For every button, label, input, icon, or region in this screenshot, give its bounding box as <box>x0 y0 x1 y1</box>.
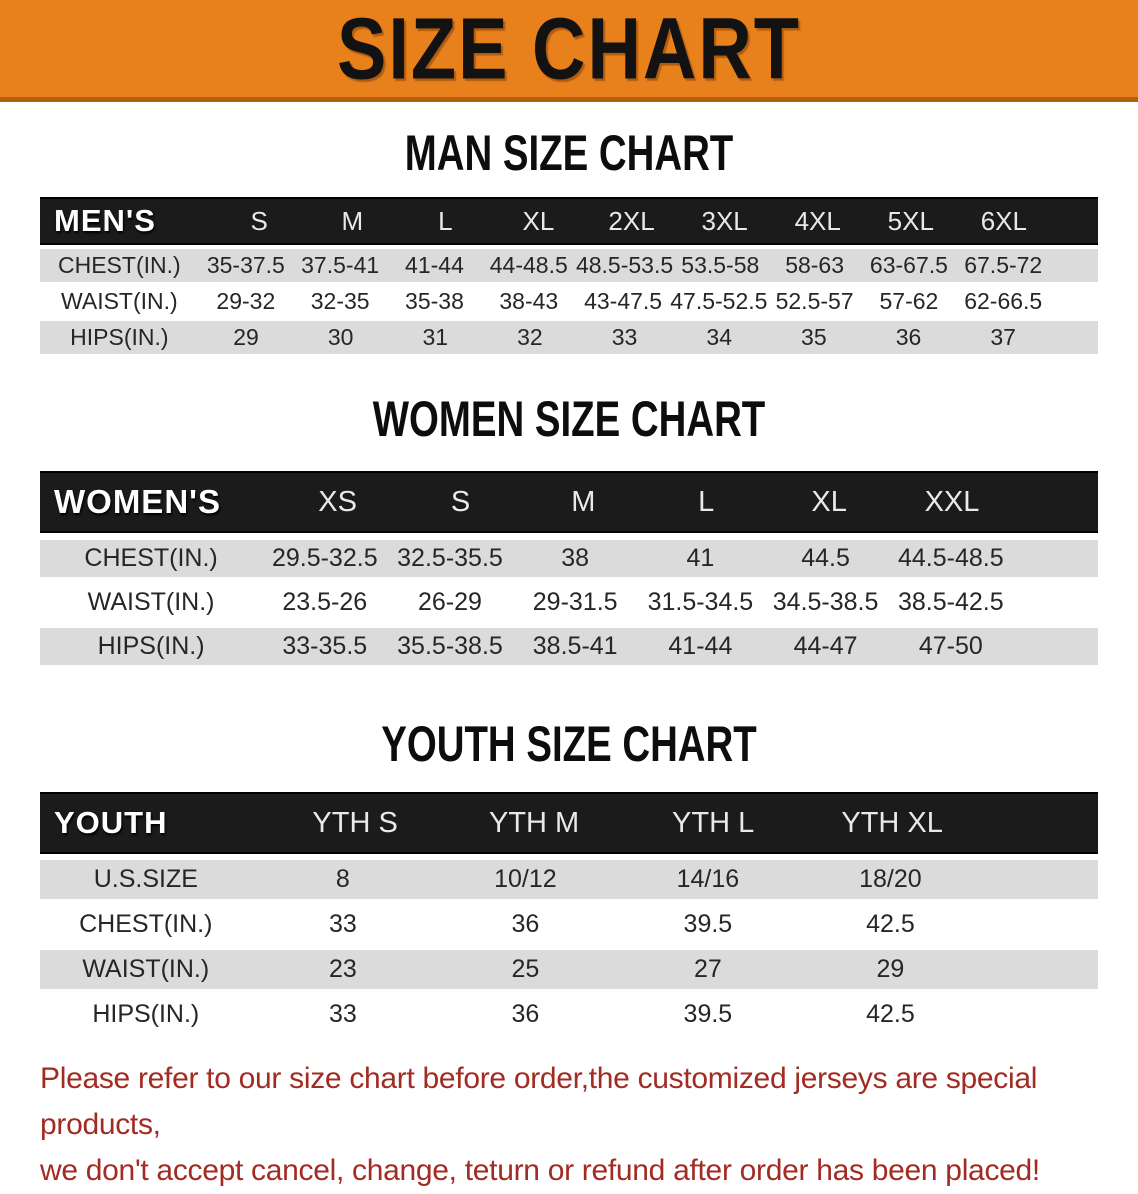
table-cell: 41-44 <box>668 632 733 660</box>
table-cell: 29-31.5 <box>532 588 618 616</box>
women-col-m: M <box>571 485 596 518</box>
table-cell: 57-62 <box>879 288 939 314</box>
men-hips-row <box>40 321 1098 354</box>
table-cell: 53.5-58 <box>681 252 760 278</box>
row-label: WAIST(IN.) <box>61 288 178 314</box>
row-label: CHEST(IN.) <box>84 544 218 572</box>
youth-ussize-row <box>40 860 1098 899</box>
men-col-4xl: 4XL <box>794 205 841 236</box>
spacer <box>982 905 1098 944</box>
youth-col-xl: YTH XL <box>841 806 943 839</box>
table-cell: 44.5 <box>801 544 850 572</box>
table-cell: 48.5-53.5 <box>575 252 674 278</box>
youth-col-s: YTH S <box>312 806 398 839</box>
table-cell: 41 <box>686 544 715 572</box>
table-cell: 31.5-34.5 <box>647 588 754 616</box>
spacer <box>1050 321 1098 354</box>
youth-waist-row <box>40 950 1098 989</box>
table-cell: 44.5-48.5 <box>897 544 1004 572</box>
youth-section-title: YOUTH SIZE CHART <box>381 717 757 773</box>
table-cell: 27 <box>693 955 722 983</box>
men-col-5xl: 5XL <box>887 205 934 236</box>
spacer <box>1013 628 1098 665</box>
table-cell: 37 <box>990 324 1016 350</box>
table-cell: 29.5-32.5 <box>271 544 378 572</box>
women-header-label: WOMEN'S <box>54 483 222 520</box>
table-cell: 33 <box>611 324 638 350</box>
banner-title: SIZE CHART <box>337 0 801 98</box>
table-cell: 67.5-72 <box>964 252 1043 278</box>
row-label: CHEST(IN.) <box>79 910 213 938</box>
youth-chest-row <box>40 905 1098 944</box>
women-size-table <box>40 471 1098 665</box>
row-label: CHEST(IN.) <box>58 252 181 278</box>
table-cell: 36 <box>511 910 540 938</box>
women-chest-row <box>40 540 1098 577</box>
table-cell: 29 <box>876 955 905 983</box>
women-col-xs: XS <box>318 485 357 518</box>
spacer <box>1013 540 1098 577</box>
spacer <box>982 995 1098 1034</box>
table-cell: 47-50 <box>918 632 983 660</box>
disclaimer-text <box>40 1056 1118 1194</box>
spacer <box>1050 197 1098 245</box>
row-label: HIPS(IN.) <box>97 632 205 660</box>
men-col-3xl: 3XL <box>701 205 748 236</box>
men-col-m: M <box>341 205 364 236</box>
table-cell: 62-66.5 <box>964 288 1043 314</box>
table-cell: 36 <box>895 324 922 350</box>
table-cell: 33 <box>328 910 357 938</box>
table-cell: 35-37.5 <box>206 252 285 278</box>
table-cell: 39.5 <box>683 910 733 938</box>
spacer <box>982 860 1098 899</box>
table-cell: 41-44 <box>405 252 464 278</box>
spacer <box>1050 285 1098 318</box>
table-cell: 38.5-42.5 <box>897 588 1004 616</box>
men-chest-row <box>40 249 1098 282</box>
table-cell: 14/16 <box>676 865 740 893</box>
table-cell: 32.5-35.5 <box>397 544 503 572</box>
table-cell: 35-38 <box>405 288 464 314</box>
women-col-l: L <box>698 485 715 518</box>
table-cell: 18/20 <box>859 865 922 893</box>
youth-header-label: YOUTH <box>54 805 168 840</box>
table-cell: 38 <box>561 544 590 572</box>
men-waist-row <box>40 285 1098 318</box>
women-waist-row <box>40 584 1098 621</box>
table-cell: 23 <box>328 955 357 983</box>
men-col-2xl: 2XL <box>608 205 655 236</box>
table-cell: 35.5-38.5 <box>397 632 503 660</box>
table-cell: 25 <box>511 955 540 983</box>
table-cell: 36 <box>511 1000 540 1028</box>
women-col-xl: XL <box>811 485 847 518</box>
youth-hips-row <box>40 995 1098 1034</box>
youth-col-l: YTH L <box>672 806 755 839</box>
spacer <box>1050 249 1098 282</box>
women-table-header-row <box>40 471 1098 533</box>
table-cell: 39.5 <box>683 1000 733 1028</box>
women-col-xxl: XXL <box>924 485 980 518</box>
men-header-label: MEN'S <box>54 203 156 238</box>
table-cell: 29 <box>233 324 259 350</box>
men-col-xl: XL <box>522 205 555 236</box>
table-cell: 58-63 <box>785 252 845 278</box>
size-chart-banner <box>0 0 1138 102</box>
table-cell: 30 <box>327 324 354 350</box>
women-col-s: S <box>450 485 471 518</box>
youth-table-header-row <box>40 792 1098 854</box>
table-cell: 42.5 <box>866 1000 915 1028</box>
disclaimer-line-1: Please refer to our size chart before order,the customized jerseys are special products, <box>40 1062 1038 1141</box>
table-cell: 34.5-38.5 <box>772 588 879 616</box>
table-cell: 35 <box>801 324 827 350</box>
row-label: U.S.SIZE <box>93 865 198 893</box>
men-table-header-row <box>40 197 1098 245</box>
table-cell: 44-48.5 <box>489 252 568 278</box>
spacer <box>982 950 1098 989</box>
table-cell: 47.5-52.5 <box>670 288 768 314</box>
table-cell: 44-47 <box>793 632 858 660</box>
men-size-table <box>40 197 1098 354</box>
row-label: HIPS(IN.) <box>92 1000 200 1028</box>
women-section-title: WOMEN SIZE CHART <box>372 392 766 448</box>
table-cell: 42.5 <box>866 910 915 938</box>
table-cell: 32 <box>517 324 543 350</box>
spacer <box>1013 471 1098 533</box>
row-label: WAIST(IN.) <box>82 955 210 983</box>
youth-col-m: YTH M <box>489 806 580 839</box>
table-cell: 26-29 <box>418 588 482 616</box>
men-col-s: S <box>250 205 268 236</box>
table-cell: 10/12 <box>494 865 557 893</box>
table-cell: 43-47.5 <box>584 288 663 314</box>
youth-size-table <box>40 792 1098 1034</box>
table-cell: 63-67.5 <box>869 252 948 278</box>
row-label: WAIST(IN.) <box>87 588 215 616</box>
disclaimer-line-2: we don't accept cancel, change, teturn or refund after order has been placed! <box>40 1154 1040 1187</box>
table-cell: 38-43 <box>499 288 559 314</box>
table-cell: 34 <box>706 324 732 350</box>
women-hips-row <box>40 628 1098 665</box>
table-cell: 32-35 <box>310 288 370 314</box>
spacer <box>982 792 1098 854</box>
spacer <box>1013 584 1098 621</box>
table-cell: 31 <box>422 324 449 350</box>
table-cell: 29-32 <box>216 288 276 314</box>
table-cell: 33-35.5 <box>282 632 368 660</box>
row-label: HIPS(IN.) <box>70 324 169 350</box>
table-cell: 33 <box>328 1000 357 1028</box>
table-cell: 52.5-57 <box>775 288 854 314</box>
men-col-6xl: 6XL <box>980 205 1027 236</box>
table-cell: 38.5-41 <box>532 632 618 660</box>
men-col-l: L <box>438 205 453 236</box>
men-section-title: MAN SIZE CHART <box>404 126 734 182</box>
table-cell: 37.5-41 <box>301 252 380 278</box>
table-cell: 23.5-26 <box>282 588 368 616</box>
table-cell: 8 <box>335 865 350 893</box>
